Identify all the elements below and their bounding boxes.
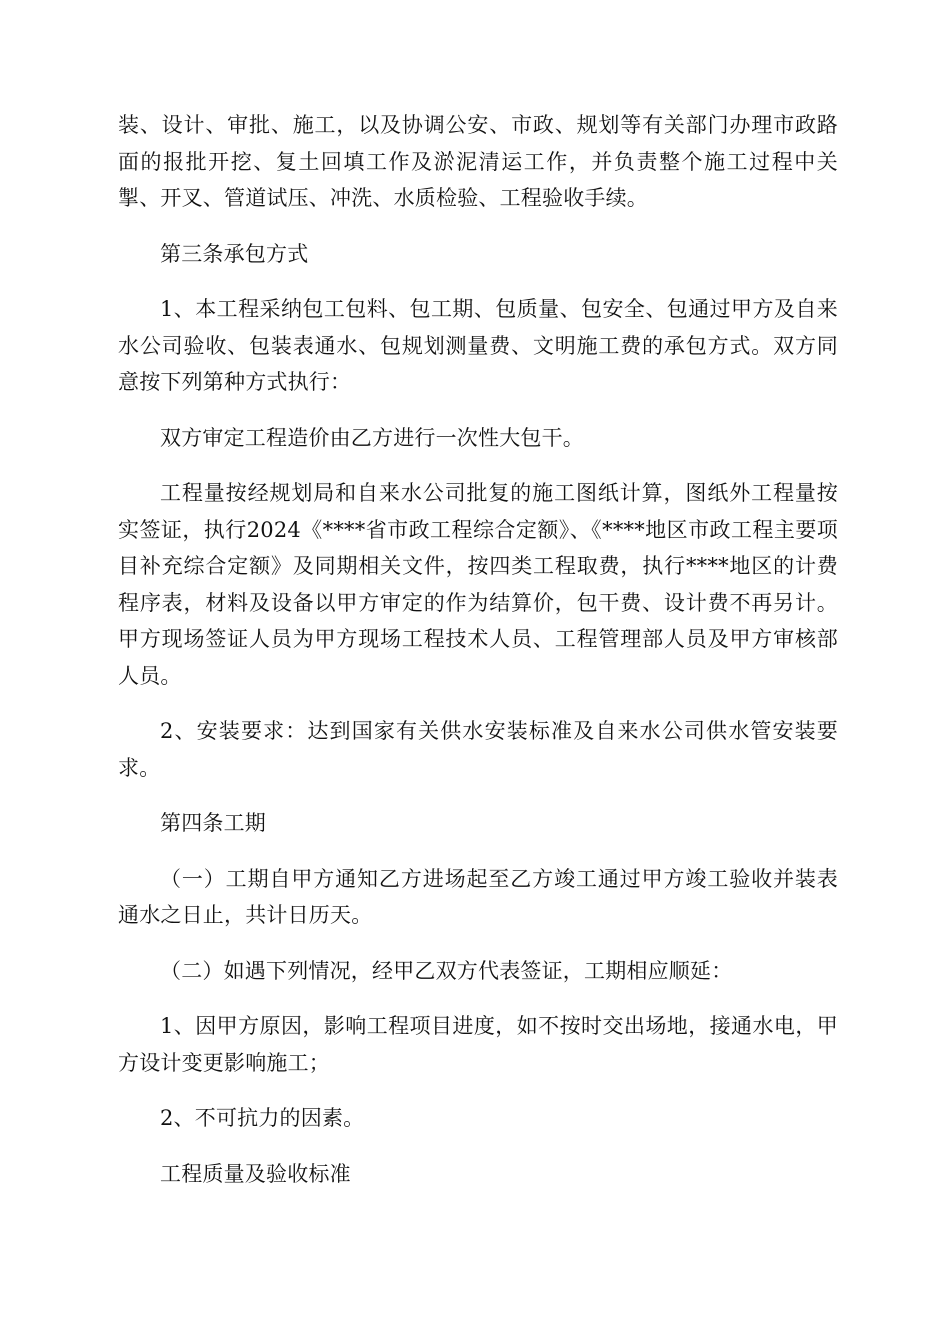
paragraph-quantity-calculation: 工程量按经规划局和自来水公司批复的施工图纸计算，图纸外工程量按实签证，执行2024《****省市政工程综合定额》、《****地区市政工程主要项目补充综合定额》及同期相关文件，按四类工程取费，执行****地区的计费程序表，材料及设备以甲方审定的作为结算价，包干费、设计费不再另计。甲方现场签证人员为甲方现场工程技术人员、工程管理部人员及甲方审核部人员。 <box>118 481 838 688</box>
paragraph-extension-reason-2: 2、不可抗力的因素。 <box>160 1106 365 1130</box>
section-heading-quality: 工程质量及验收标准 <box>160 1161 351 1186</box>
paragraph-scope-continued: 装、设计、审批、施工，以及协调公安、市政、规划等有关部门办理市政路面的报批开挖、复土回填工作及淤泥清运工作，并负责整个施工过程中关掣、开叉、管道试压、冲洗、水质检验、工程验收手续。 <box>118 113 838 210</box>
document-body <box>118 107 838 1211</box>
paragraph-schedule-term: （一）工期自甲方通知乙方进场起至乙方竣工通过甲方竣工验收并装表通水之日止，共计日历天。 <box>118 866 838 927</box>
paragraph-contract-method: 1、本工程采纳包工包料、包工期、包质量、包安全、包通过甲方及自来水公司验收、包装表通水、包规划测量费、文明施工费的承包方式。双方同意按下列第种方式执行： <box>118 297 838 394</box>
paragraph-lump-sum: 双方审定工程造价由乙方进行一次性大包干。 <box>160 425 584 450</box>
paragraph-installation-requirements: 2、安装要求：达到国家有关供水安装标准及自来水公司供水管安装要求。 <box>118 719 838 780</box>
section-heading-article-4: 第四条工期 <box>160 811 266 835</box>
paragraph-schedule-extension: （二）如遇下列情况，经甲乙双方代表签证，工期相应顺延： <box>160 958 733 983</box>
section-heading-article-3: 第三条承包方式 <box>160 241 309 266</box>
paragraph-extension-reason-1: 1、因甲方原因，影响工程项目进度，如不按时交出场地，接通水电，甲方设计变更影响施工； <box>118 1014 838 1075</box>
